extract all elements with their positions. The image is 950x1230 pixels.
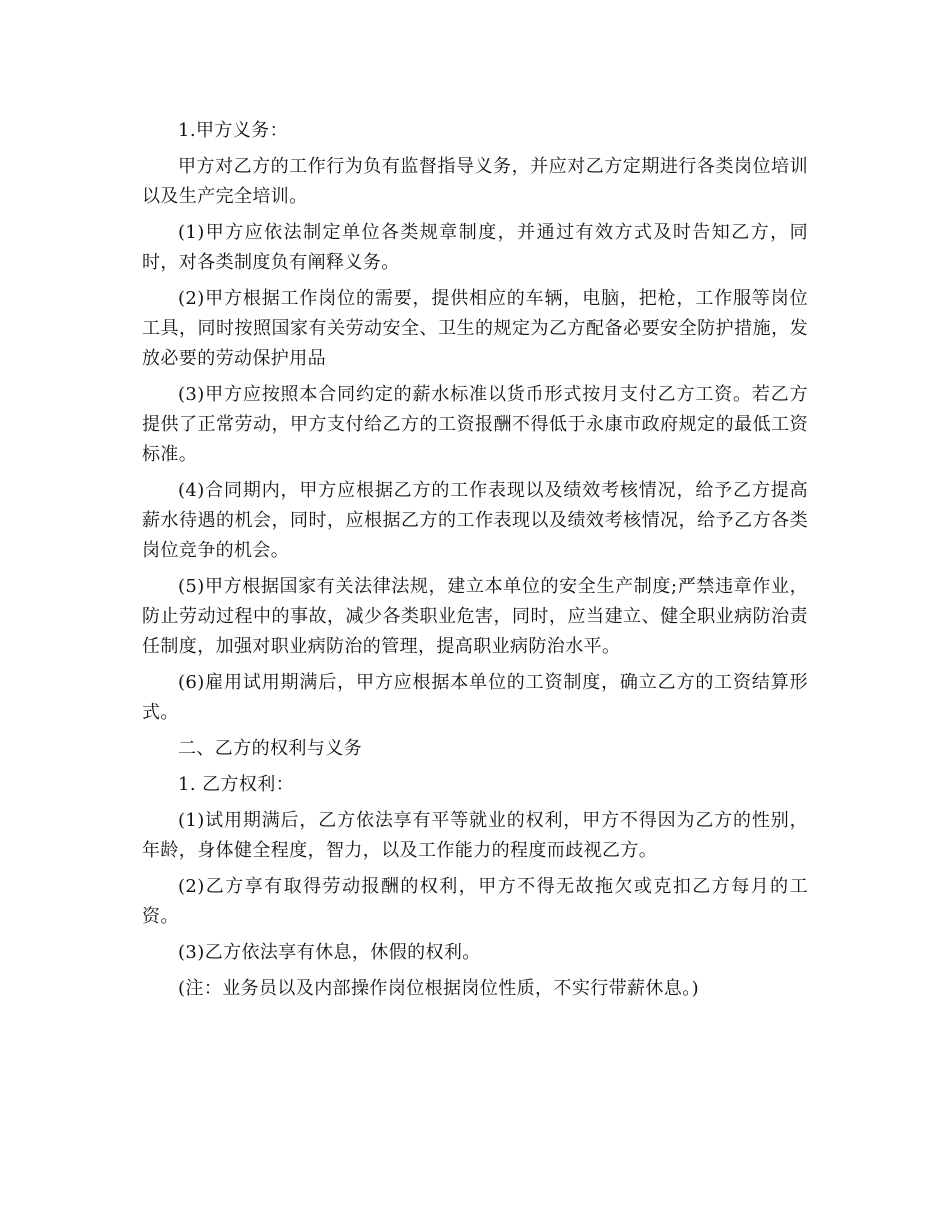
clause-3-wages: (3)甲方应按照本合同约定的薪水标准以货币形式按月支付乙方工资。若乙方提供了正常劳动，甲方支付给乙方的工资报酬不得低于永康市政府规定的最低工资标准。 bbox=[142, 384, 808, 465]
subheading-party-b-rights: 1. 乙方权利： bbox=[178, 774, 295, 795]
rights-clause-2-pay: (2)乙方享有取得劳动报酬的权利，甲方不得无故拖欠或克扣乙方每月的工资。 bbox=[142, 876, 808, 927]
rights-clause-3-rest: (3)乙方依法享有休息，休假的权利。 bbox=[178, 942, 481, 963]
note-paragraph: (注：业务员以及内部操作岗位根据岗位性质，不实行带薪休息。) bbox=[178, 978, 700, 999]
clause-6-wage-settlement: (6)雇用试用期满后，甲方应根据本单位的工资制度，确立乙方的工资结算形式。 bbox=[142, 672, 808, 723]
paragraph-supervision-duty: 甲方对乙方的工作行为负有监督指导义务，并应对乙方定期进行各类岗位培训以及生产完全培训。 bbox=[142, 156, 808, 207]
clause-4-promotion: (4)合同期内，甲方应根据乙方的工作表现以及绩效考核情况，给予乙方提高薪水待遇的机会，同时，应根据乙方的工作表现以及绩效考核情况，给予乙方各类岗位竞争的机会。 bbox=[142, 480, 808, 561]
rights-clause-1-equality: (1)试用期满后，乙方依法享有平等就业的权利，甲方不得因为乙方的性别，年龄，身体健全程度，智力，以及工作能力的程度而歧视乙方。 bbox=[142, 810, 808, 861]
clause-5-safety: (5)甲方根据国家有关法律法规，建立本单位的安全生产制度;严禁违章作业，防止劳动过程中的事故，减少各类职业危害，同时，应当建立、健全职业病防治责任制度，加强对职业病防治的管理，提高职业病防治水平。 bbox=[142, 576, 808, 657]
clause-2-tools: (2)甲方根据工作岗位的需要，提供相应的车辆，电脑，把枪，工作服等岗位工具，同时按照国家有关劳动安全、卫生的规定为乙方配备必要安全防护措施，发放必要的劳动保护用品 bbox=[142, 288, 808, 369]
document-body bbox=[142, 116, 808, 1010]
section-heading-party-b: 二、乙方的权利与义务 bbox=[178, 738, 362, 759]
section-heading-party-a-duties: 1.甲方义务： bbox=[178, 120, 288, 141]
clause-1-rules: (1)甲方应依法制定单位各类规章制度，并通过有效方式及时告知乙方，同时，对各类制度负有阐释义务。 bbox=[142, 222, 808, 273]
